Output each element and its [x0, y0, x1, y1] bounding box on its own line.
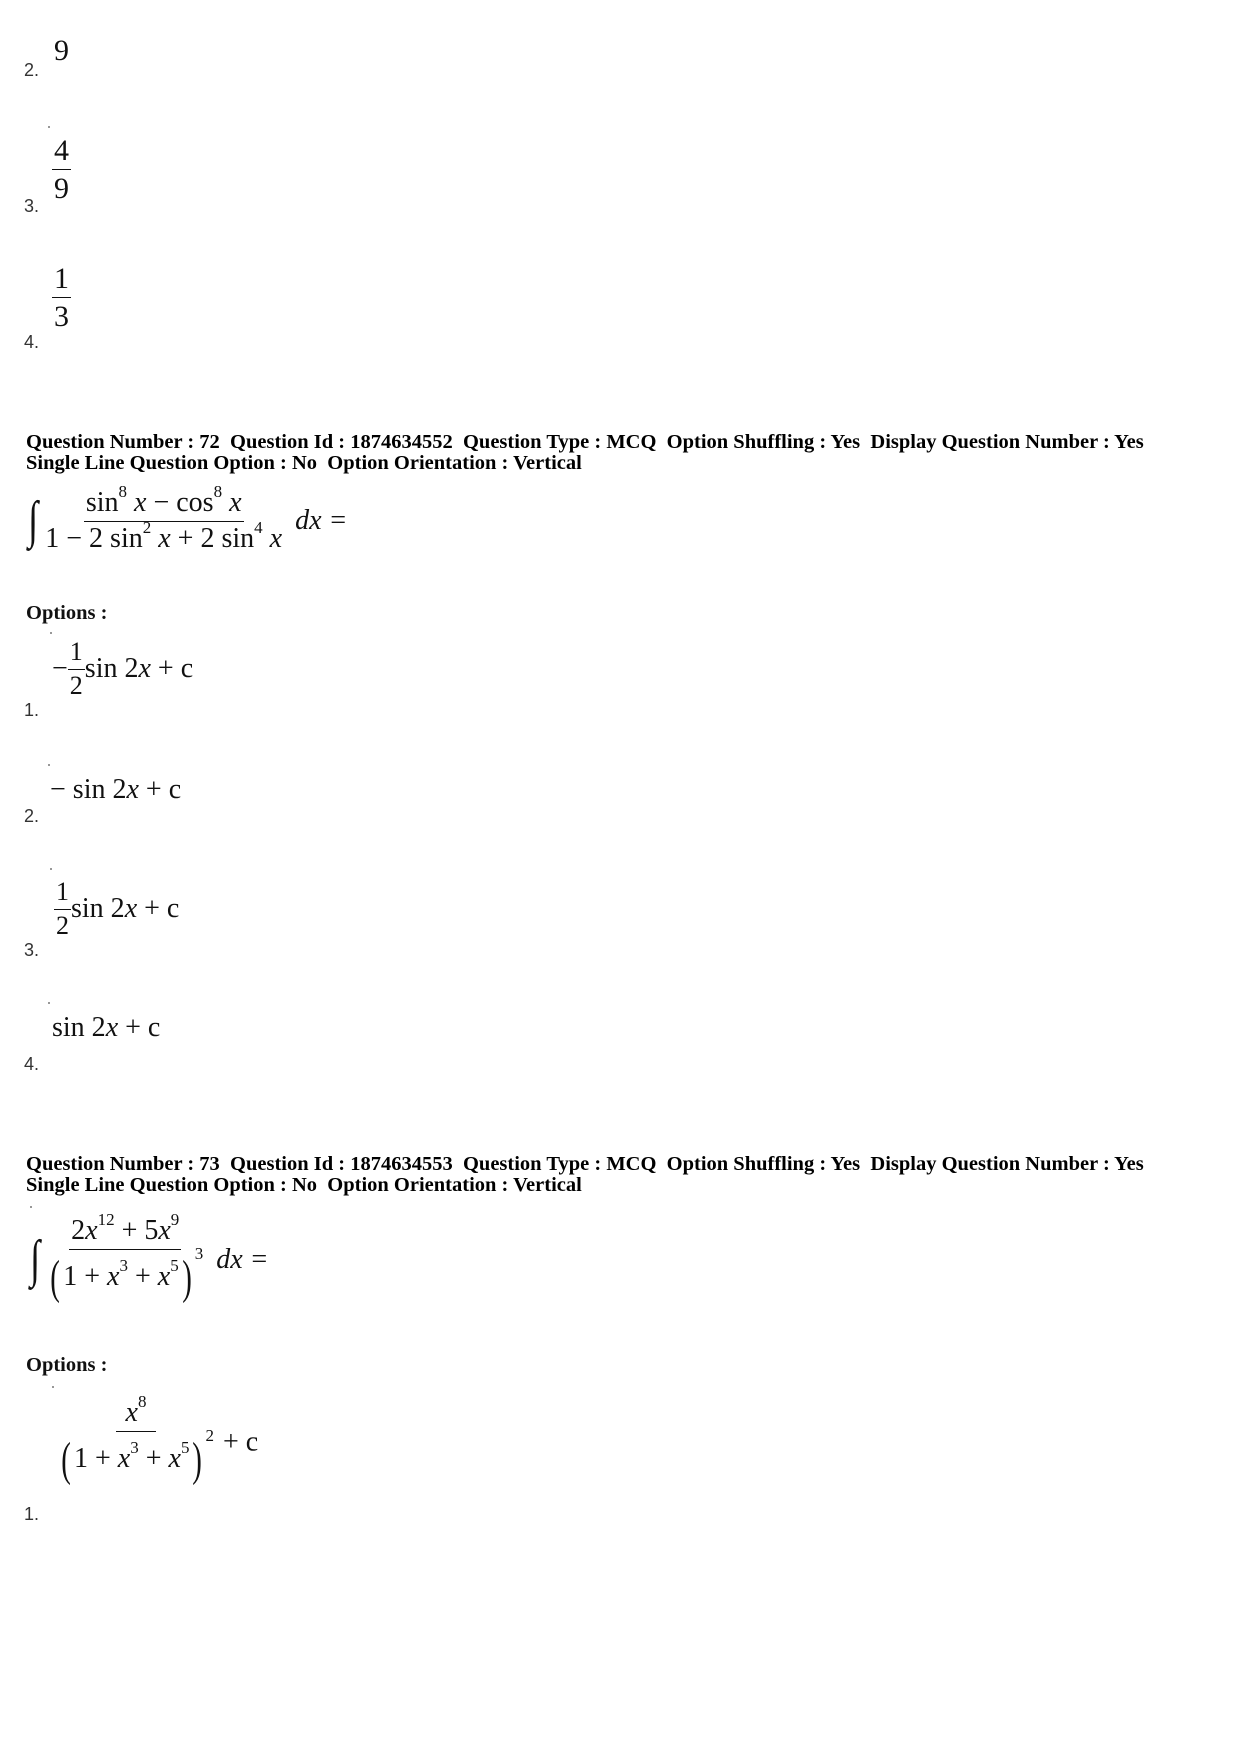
question-meta-line-1: Question Number : 72 Question Id : 1874634552 Question Type : MCQ Option Shuffling : Yes Display Question Number : Yes — [26, 431, 1144, 453]
fraction-denominator: 3 — [54, 300, 69, 333]
option-number: 2. — [24, 806, 40, 826]
option-formula: $\frac{1}{2}$ sin 2x + c — [56, 877, 180, 940]
option-number: 3. — [24, 940, 40, 960]
option-formula: $\frac{x^8}{( 1 + x^3 + x^5) ^2}$ + c — [56, 1398, 258, 1487]
option-marker — [52, 1386, 54, 1388]
formula-numerator: $2x^{12} + 5x^9$ — [69, 1216, 181, 1250]
option-marker — [48, 126, 50, 128]
question-meta-line-2: Single Line Question Option : No Option Orientation : Vertical — [26, 452, 582, 474]
fraction-denominator: 9 — [54, 172, 69, 205]
option-marker — [50, 632, 52, 634]
option-number: 2. — [24, 60, 40, 80]
fraction-numerator: 4 — [52, 134, 71, 170]
question-formula — [26, 482, 348, 555]
formula-numerator: $\sin^8 x - \cos^8 x$ — [84, 488, 244, 522]
option-marker — [50, 868, 52, 870]
integral-sign: ∫ — [30, 1231, 41, 1289]
option-number: 4. — [24, 332, 40, 352]
formula-denominator: ( $1 + x^3 + x^5$) $^3$ — [50, 1243, 204, 1304]
option-number: 3. — [24, 196, 40, 216]
option-marker — [48, 764, 50, 766]
formula-denominator: ( $1 + x^3 + x^5$) $^2$ — [61, 1425, 214, 1486]
option-number: 1. — [24, 1504, 40, 1524]
formula-numerator: $x^8$ — [116, 1398, 157, 1432]
question-formula — [28, 1210, 269, 1305]
question-meta-line-2: Single Line Question Option : No Option Orientation : Vertical — [26, 1174, 582, 1196]
fraction-numerator: 1 — [52, 262, 71, 298]
option-marker — [48, 1002, 50, 1004]
option-formula: sin 2x + c — [52, 1012, 161, 1043]
formula-tail: dx = — [295, 505, 348, 537]
question-marker — [30, 1206, 32, 1208]
option-formula: − sin 2x + c — [50, 774, 182, 805]
option-number: 1. — [24, 700, 40, 720]
integral-sign: ∫ — [28, 492, 39, 550]
option-formula: − $\frac{1}{2}$ sin 2x + c — [52, 637, 194, 700]
option-value: 9 — [54, 34, 69, 67]
options-label: Options : — [26, 602, 108, 624]
formula-tail: dx = — [216, 1244, 269, 1276]
formula-denominator: 1 − 2 $\sin^2 x + 2$ $\sin^4 x$ — [45, 517, 283, 554]
option-fraction — [52, 262, 71, 333]
options-label: Options : — [26, 1354, 108, 1376]
question-meta-line-1: Question Number : 73 Question Id : 1874634553 Question Type : MCQ Option Shuffling : Yes Display Question Number : Yes — [26, 1153, 1144, 1175]
option-fraction — [52, 134, 71, 205]
option-number: 4. — [24, 1054, 40, 1074]
